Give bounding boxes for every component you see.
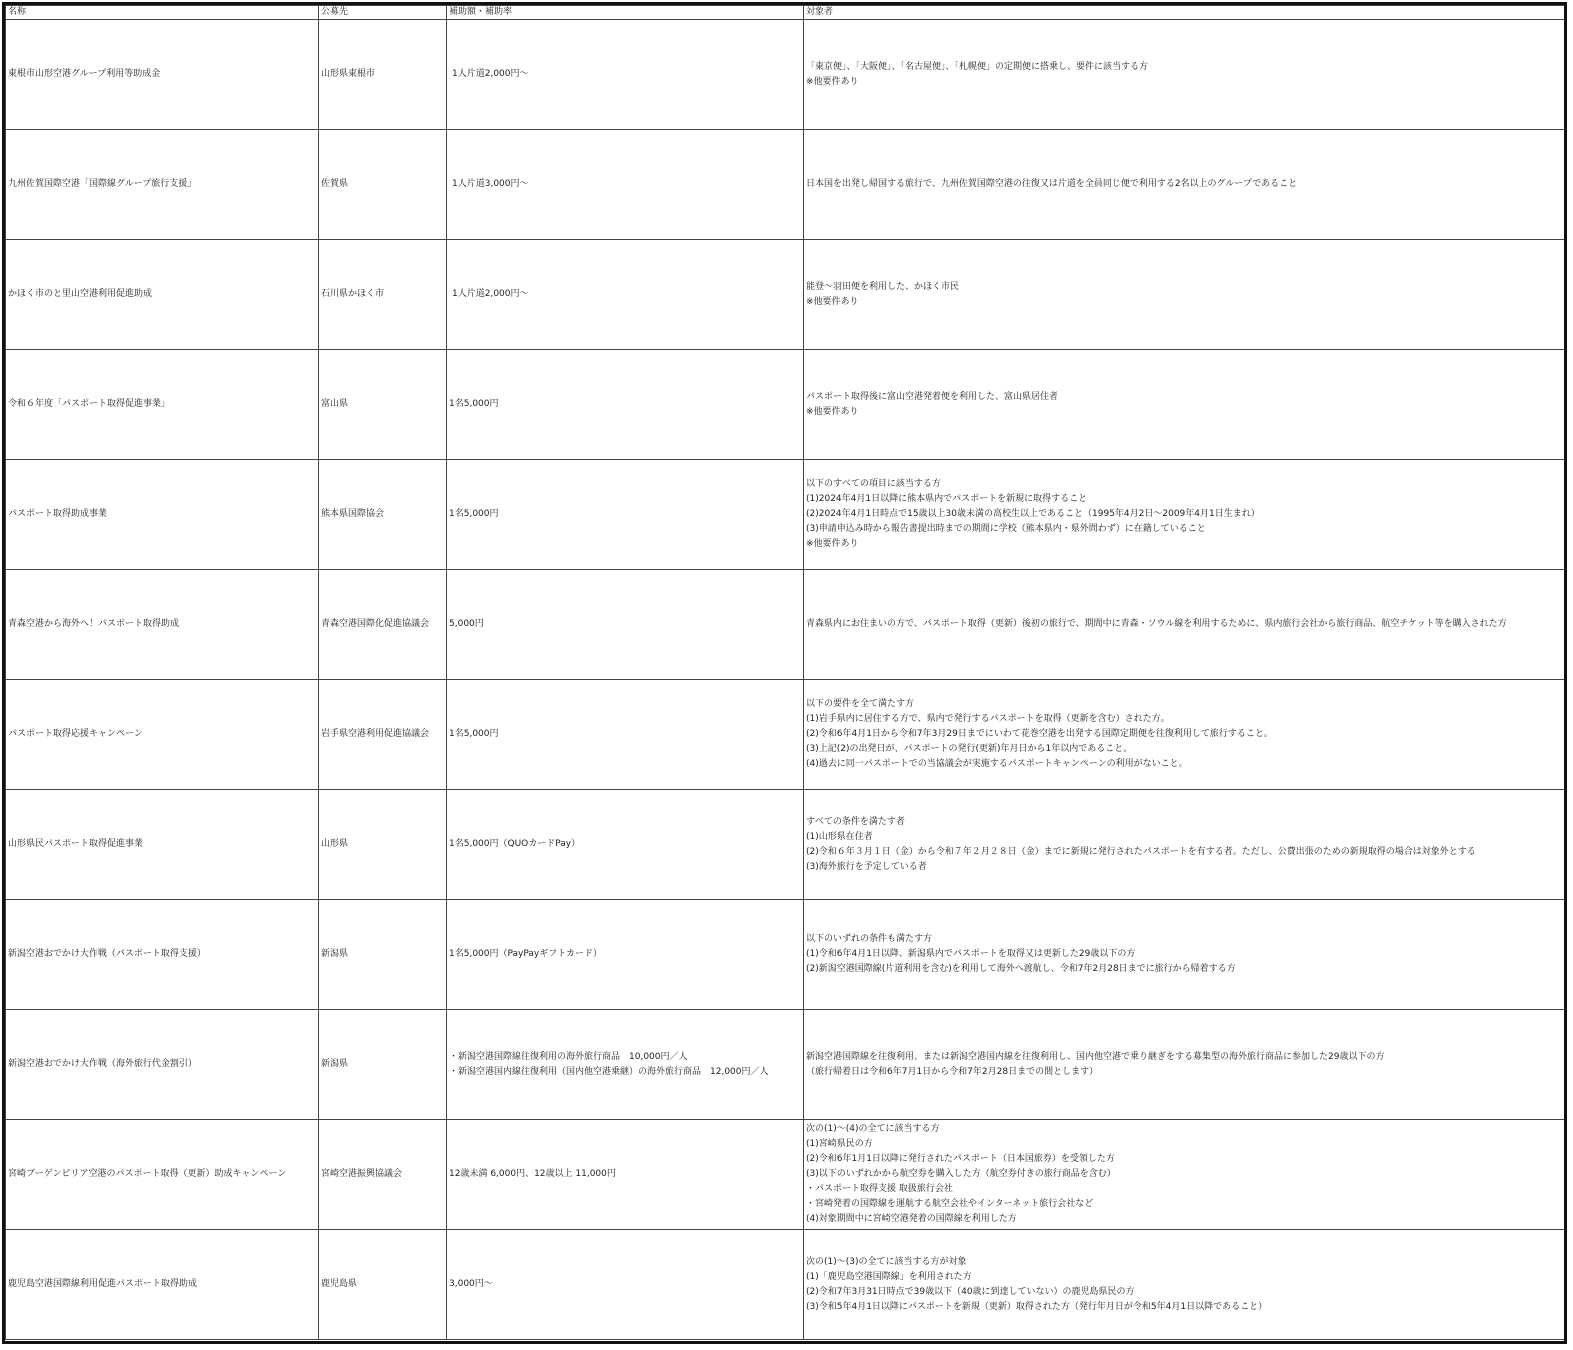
target-line: (2)2024年4月1日時点で15歳以上30歳未満の高校生以上であること（1995年4月2日～2009年4月1日生まれ） [806, 509, 1260, 519]
header-row [6, 6, 1565, 20]
target-line: (1)岩手県内に居住する方で、県内で発行するパスポートを取得（更新を含む）された方。 [806, 714, 1170, 724]
amount-line: 1人片道2,000円～ [452, 69, 529, 79]
target-line: (3)以下のいずれかから航空券を購入した方（航空券付きの旅行商品を含む） [806, 1169, 1116, 1179]
amount-line: 1名5,000円 [449, 729, 499, 739]
target-line: ※他要件あり [806, 539, 859, 549]
cell-target [804, 570, 1565, 680]
target-line: (2)令和6年1月1日以降に発行されたパスポート（日本国旅券）を受領した方 [806, 1154, 1115, 1164]
target-line: ※他要件あり [806, 76, 859, 87]
cell-amount [447, 570, 804, 680]
target-line: (1)宮崎県民の方 [806, 1139, 873, 1149]
table-row [6, 680, 1565, 790]
target-line: (1)令和6年4月1日以降、新潟県内でパスポートを取得又は更新した29歳以下の方 [806, 949, 1136, 959]
table-row [6, 570, 1565, 680]
cell-target [804, 900, 1565, 1010]
cell-name: 青森空港から海外へ！パスポート取得助成 [6, 570, 319, 680]
cell-amount [447, 240, 804, 350]
target-line: (1)2024年4月1日以降に熊本県内でパスポートを新規に取得すること [806, 494, 1088, 504]
cell-target [804, 790, 1565, 900]
table-row [6, 130, 1565, 240]
amount-line: 12歳未満 6,000円、12歳以上 11,000円 [449, 1169, 616, 1179]
cell-amount [447, 790, 804, 900]
target-line: 以下の要件を全て満たす方 [806, 699, 915, 709]
cell-name: パスポート取得助成事業 [6, 460, 319, 570]
table-row [6, 460, 1565, 570]
cell-name: 宮崎ブーゲンビリア空港のパスポート取得（更新）助成キャンペーン [6, 1120, 319, 1230]
target-line: パスポート取得後に富山空港発着便を利用した、富山県居住者 [806, 391, 1059, 402]
amount-line: ・新潟空港国際線往復利用の海外旅行商品 10,000円／人 [449, 1051, 688, 1062]
cell-org: 山形県 [319, 790, 447, 900]
target-line: 新潟空港国際線を往復利用、または新潟空港国内線を往復利用し、国内他空港で乗り継ぎをする募集型の海外旅行商品に参加した29歳以下の方 [806, 1051, 1385, 1062]
subsidy-table [5, 5, 1565, 1340]
cell-org: 新潟県 [319, 1010, 447, 1120]
header-amount: 補助額・補助率 [447, 6, 804, 20]
table-row [6, 240, 1565, 350]
target-line: (2)令和6年4月1日から令和7年3月29日までにいわて花巻空港を出発する国際定期便を往復利用して旅行すること。 [806, 729, 1273, 739]
cell-target [804, 20, 1565, 130]
target-line: すべての条件を満たす者 [806, 816, 905, 827]
target-line: ※他要件あり [806, 296, 859, 307]
cell-amount [447, 460, 804, 570]
cell-target [804, 460, 1565, 570]
cell-target [804, 350, 1565, 460]
table-row [6, 1230, 1565, 1340]
cell-amount [447, 680, 804, 790]
cell-target [804, 1120, 1565, 1230]
table-row [6, 1120, 1565, 1230]
cell-target [804, 680, 1565, 790]
amount-line: 1人片道2,000円～ [452, 289, 529, 299]
target-line: （旅行帰着日は令和6年7月1日から令和7年2月28日までの間とします） [806, 1066, 1099, 1077]
target-line: (1)「鹿児島空港国際線」を利用された方 [806, 1271, 972, 1282]
table-row [6, 790, 1565, 900]
target-line: (2)令和7年3月31日時点で39歳以下（40歳に到達していない）の鹿児島県民の方 [806, 1286, 1135, 1297]
target-line: (3)申請申込み時から報告書提出時までの期間に学校（熊本県内・県外問わず）に在籍していること [806, 524, 1206, 534]
target-line: 以下のすべての項目に該当する方 [806, 479, 941, 489]
cell-name: 新潟空港おでかけ大作戦（海外旅行代金割引） [6, 1010, 319, 1120]
cell-amount [447, 350, 804, 460]
amount-line: 1名5,000円 [449, 509, 499, 519]
target-line: (2)新潟空港国際線(片道利用を含む)を利用して海外へ渡航し、令和7年2月28日までに旅行から帰着する方 [806, 964, 1236, 974]
cell-name: パスポート取得応援キャンペーン [6, 680, 319, 790]
target-line: (3)上記(2)の出発日が、パスポートの発行(更新)年月日から1年以内であること。 [806, 744, 1133, 754]
amount-line: 1人片道3,000円～ [452, 179, 529, 189]
target-line: (4)対象期間中に宮崎空港発着の国際線を利用した方 [806, 1214, 1017, 1224]
target-line: 次の(1)～(3)の全てに該当する方が対象 [806, 1256, 967, 1267]
cell-name: 鹿児島空港国際線利用促進パスポート取得助成 [6, 1230, 319, 1340]
cell-name: 山形県民パスポート取得促進事業 [6, 790, 319, 900]
cell-amount [447, 900, 804, 1010]
target-line: (3)海外旅行を予定している者 [806, 861, 927, 872]
amount-line: 1名5,000円（PayPayギフトカード） [449, 949, 602, 959]
target-line: (2)令和６年３月１日（金）から令和７年２月２８日（金）までに新規に発行されたパスポートを有する者。ただし、公費出張のための新規取得の場合は対象外とする [806, 846, 1476, 857]
cell-amount [447, 1230, 804, 1340]
cell-org: 鹿児島県 [319, 1230, 447, 1340]
amount-line: 5,000円 [449, 619, 484, 629]
cell-org: 宮崎空港振興協議会 [319, 1120, 447, 1230]
target-line: ※他要件あり [806, 406, 859, 417]
cell-name: 新潟空港おでかけ大作戦（パスポート取得支援） [6, 900, 319, 1010]
amount-line: 1名5,000円 [449, 399, 499, 409]
target-line: ・パスポート取得支援 取扱旅行会社 [806, 1184, 953, 1194]
target-line: 「東京便」、「大阪便」、「名古屋便」、「札幌便」の定期便に搭乗し、要件に該当する方 [806, 61, 1149, 72]
cell-org: 佐賀県 [319, 130, 447, 240]
table-row [6, 350, 1565, 460]
amount-line: ・新潟空港国内線往復利用（国内他空港乗継）の海外旅行商品 12,000円／人 [449, 1066, 769, 1077]
header-name: 名称 [6, 6, 319, 20]
target-line: 以下のいずれの条件も満たす方 [806, 934, 933, 944]
cell-org: 熊本県国際協会 [319, 460, 447, 570]
cell-name: かほく市のと里山空港利用促進助成 [6, 240, 319, 350]
cell-org: 新潟県 [319, 900, 447, 1010]
header-org: 公募先 [319, 6, 447, 20]
document-frame [2, 2, 1567, 1344]
target-line: (1)山形県在住者 [806, 831, 873, 842]
cell-org: 青森空港国際化促進協議会 [319, 570, 447, 680]
table-row [6, 20, 1565, 130]
target-line: 日本国を出発し帰国する旅行で、九州佐賀国際空港の往復又は片道を全員同じ便で利用する2名以上のグループであること [806, 179, 1298, 189]
amount-line: 1名5,000円（QUOカードPay） [449, 839, 581, 849]
header-target: 対象者 [804, 6, 1565, 20]
amount-line: 3,000円～ [449, 1279, 493, 1289]
table-row [6, 1010, 1565, 1120]
cell-name: 東根市山形空港グループ利用等助成金 [6, 20, 319, 130]
cell-org: 石川県かほく市 [319, 240, 447, 350]
cell-target [804, 1010, 1565, 1120]
cell-org: 山形県東根市 [319, 20, 447, 130]
cell-target [804, 130, 1565, 240]
cell-amount [447, 20, 804, 130]
cell-target [804, 240, 1565, 350]
target-line: 次の(1)～(4)の全てに該当する方 [806, 1124, 940, 1134]
table-row [6, 900, 1565, 1010]
cell-name: 令和６年度「パスポート取得促進事業」 [6, 350, 319, 460]
cell-amount [447, 1010, 804, 1120]
cell-name: 九州佐賀国際空港「国際線グループ旅行支援」 [6, 130, 319, 240]
cell-amount [447, 1120, 804, 1230]
target-line: (4)過去に同一パスポートでの当協議会が実施するパスポートキャンペーンの利用がないこと。 [806, 759, 1188, 769]
cell-org: 富山県 [319, 350, 447, 460]
target-line: (3)令和5年4月1日以降にパスポートを新規（更新）取得された方（発行年月日が令和5年4月1日以降であること） [806, 1301, 1268, 1312]
cell-org: 岩手県空港利用促進協議会 [319, 680, 447, 790]
cell-amount [447, 130, 804, 240]
target-line: ・宮崎発着の国際線を運航する航空会社やインターネット旅行会社など [806, 1199, 1094, 1209]
cell-target [804, 1230, 1565, 1340]
target-line: 能登～羽田便を利用した、かほく市民 [806, 281, 960, 292]
target-line: 青森県内にお住まいの方で、パスポート取得（更新）後初の旅行で、期間中に青森・ソウル線を利用するために、県内旅行会社から旅行商品、航空チケット等を購入された方 [806, 619, 1507, 629]
